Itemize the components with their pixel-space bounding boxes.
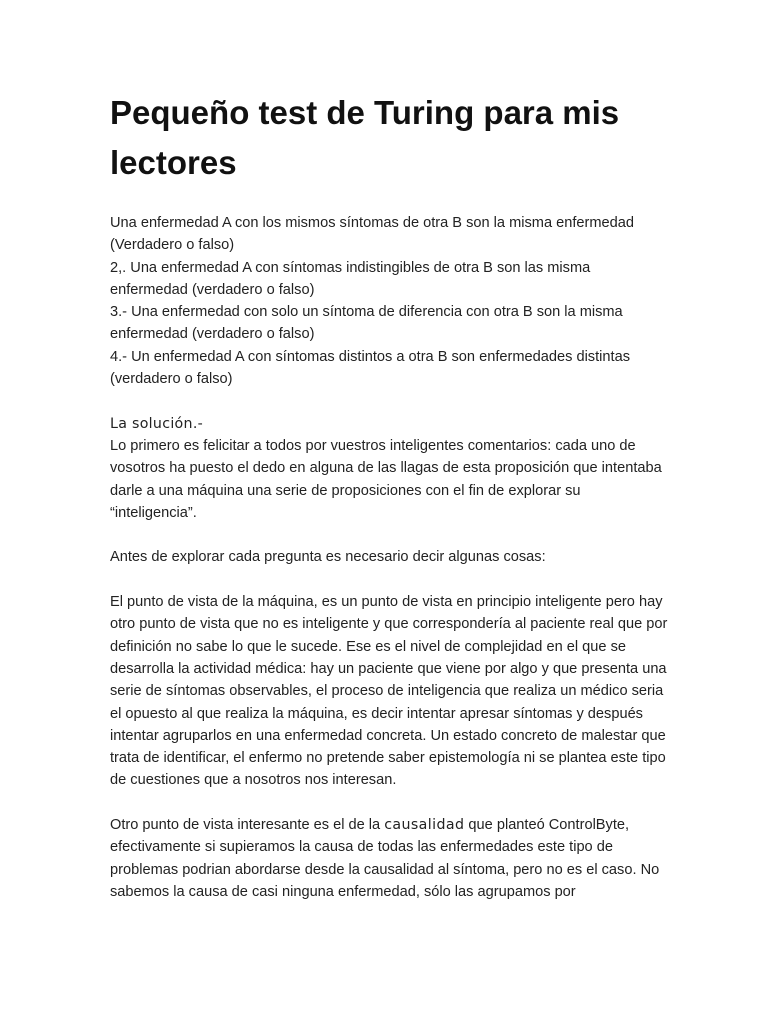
causality-text-after: que planteó ControlByte, efectivamente si supieramos la causa de todas las enfermedades este tipo de problemas podrian abordarse desde la causalidad al síntoma, pero no es el caso. No sabemos la causa de casi ninguna enfermedad, sólo las agrupamos por [110,817,660,900]
page-title: Pequeño test de Turing para mis lectores [110,94,620,181]
question-2: 2,. Una enfermedad A con síntomas indistingibles de otra B son las misma enfermedad (verdadero o falso) [110,259,591,298]
causality-text-before: Otro punto de vista interesante es el de la [110,817,385,834]
document-page [110,88,670,903]
questions-block [110,212,670,390]
question-3: 3.- Una enfermedad con solo un síntoma de diferencia con otra B son la misma enfermedad (verdadero o falso) [110,304,623,343]
solution-intro-paragraph: Lo primero es felicitar a todos por vuestros inteligentes comentarios: cada uno de vosotros ha puesto el dedo en alguna de las llagas de esta proposición que intentaba darle a una máquina una serie de proposiciones con el fin de explorar su “inteligencia”. [110,437,662,521]
before-exploring-paragraph: Antes de explorar cada pregunta es necesario decir algunas cosas: [110,549,546,566]
question-1: Una enfermedad A con los mismos síntomas de otra B son la misma enfermedad (Verdadero o falso) [110,215,635,254]
machine-view-paragraph: El punto de vista de la máquina, es un punto de vista en principio inteligente pero hay otro punto de vista que no es inteligente y que correspondería al paciente real que por definición no sabe lo que le sucede. Ese es el nivel de complejidad en el que se desarrolla la actividad médica: hay un paciente que viene por algo y que presenta una serie de síntomas observables, el proceso de inteligencia que realiza un médico seria el opuesto al que realiza la máquina, es decir intentar apresar síntomas y después intentar agruparlos en una enfermedad concreta. Un estado concreto de malestar que trata de identificar, el enfermo no pretende saber epistemología ni se plantea este tipo de cuestiones que a nosotros nos interesan. [110,594,668,789]
question-4: 4.- Un enfermedad A con síntomas distintos a otra B son enfermedades distintas (verdadero o falso) [110,348,630,388]
causality-paragraph [110,814,670,903]
solution-heading: La solución.- [110,415,204,432]
causality-emphasis: causalidad [384,817,465,834]
